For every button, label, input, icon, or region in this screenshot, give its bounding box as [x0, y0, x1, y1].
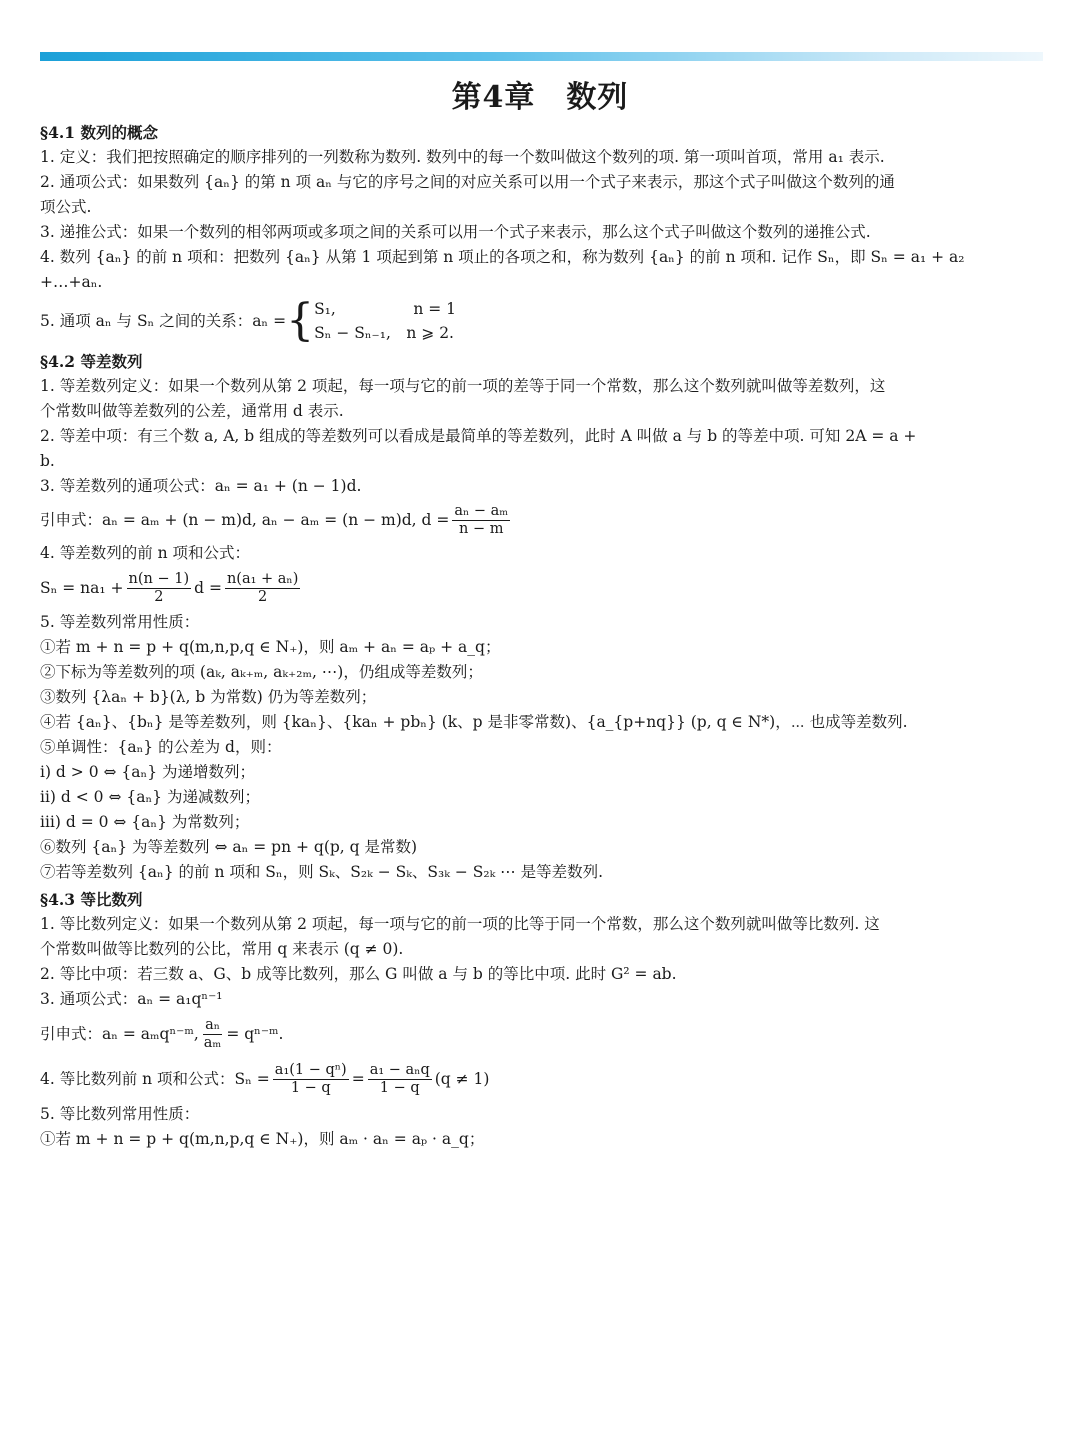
fraction	[225, 571, 300, 606]
numerator: n(a₁ + aₙ)	[226, 570, 299, 587]
case-line: S₁, n = 1	[314, 300, 457, 318]
formula-tail: (q ≠ 1)	[434, 1069, 490, 1088]
text-line: 项公式.	[40, 198, 92, 216]
numerator: a₁(1 − qⁿ)	[274, 1061, 347, 1078]
text-line: 2. 等比中项：若三数 a、G、b 成等比数列，那么 G 叫做 a 与 b 的等比中项. 此时 G² = ab.	[40, 965, 677, 983]
formula-mid: d =	[194, 578, 222, 597]
text-line: 3. 递推公式：如果一个数列的相邻两项或多项之间的关系可以用一个式子来表示，那么这个式子叫做这个数列的递推公式.	[40, 223, 871, 241]
denominator: aₘ	[203, 1034, 222, 1051]
formula-cases	[314, 297, 456, 345]
text-line: 2. 通项公式：如果数列 {aₙ} 的第 n 项 aₙ 与它的序号之间的对应关系可以用一个式子来表示，那这个式子叫做这个数列的通	[40, 173, 895, 191]
property-item: ②下标为等差数列的项 (aₖ, aₖ₊ₘ, aₖ₊₂ₘ, ⋯)，仍组成等差数列；	[40, 663, 483, 681]
text-line: 1. 等比数列定义：如果一个数列从第 2 项起，每一项与它的前一项的比等于同一个常数，那么这个数列就叫做等比数列. 这	[40, 915, 880, 933]
text-line: b.	[40, 452, 55, 470]
formula-lead: 4. 等比数列前 n 项和公式：Sₙ =	[40, 1069, 270, 1088]
fraction	[368, 1062, 432, 1097]
denominator: 2	[258, 588, 268, 605]
header-gradient-bar	[40, 52, 1043, 61]
fraction	[202, 1017, 224, 1052]
case-line: Sₙ − Sₙ₋₁, n ⩾ 2.	[314, 324, 454, 342]
text-line: 3. 等差数列的通项公式：aₙ = a₁ + (n − 1)d.	[40, 477, 362, 495]
fraction	[273, 1062, 349, 1097]
property-item: ③数列 {λaₙ + b}(λ, b 为常数) 仍为等差数列；	[40, 688, 377, 706]
fraction	[127, 571, 192, 606]
property-item: ⅱ) d < 0 ⇔ {aₙ} 为递减数列；	[40, 788, 260, 806]
text-line: 4. 等差数列的前 n 项和公式：	[40, 544, 251, 562]
text-line: 个常数叫做等比数列的公比，常用 q 来表示 (q ≠ 0).	[40, 940, 404, 958]
formula-prefix: 5. 通项 aₙ 与 Sₙ 之间的关系：aₙ =	[40, 311, 287, 330]
property-item: ④若 {aₙ}、{bₙ} 是等差数列，则 {kaₙ}、{kaₙ + pbₙ} (k、p 是非零常数)、{a_{p+nq}} (p, q ∈ N*)，⋯ 也成等差数列.	[40, 713, 908, 731]
text-line: 个常数叫做等差数列的公差，通常用 d 表示.	[40, 402, 344, 420]
numerator: aₙ	[205, 1016, 221, 1033]
property-item: ⅰ) d > 0 ⇔ {aₙ} 为递增数列；	[40, 763, 255, 781]
sum-formula	[40, 1056, 1050, 1102]
property-item: ⑤单调性：{aₙ} 的公差为 d，则：	[40, 738, 282, 756]
formula-mid: =	[351, 1069, 365, 1088]
text-line: 2. 等差中项：有三个数 a, A, b 组成的等差数列可以看成是最简单的等差数列，此时 A 叫做 a 与 b 的等差中项. 可知 2A = a +	[40, 427, 917, 445]
denominator: n − m	[459, 520, 504, 537]
chapter-title: 第4章 数列	[451, 80, 629, 115]
section-heading-4-3: §4.3 等比数列	[40, 890, 143, 909]
denominator: 1 − q	[290, 1079, 331, 1096]
text-line: 3. 通项公式：aₙ = a₁qⁿ⁻¹	[40, 990, 223, 1008]
text-line: +…+aₙ.	[40, 273, 103, 291]
section-heading-4-1: §4.1 数列的概念	[40, 123, 158, 142]
text-line: 1. 等差数列定义：如果一个数列从第 2 项起，每一项与它的前一项的差等于同一个常数，那么这个数列就叫做等差数列，这	[40, 377, 886, 395]
formula-suffix: = qⁿ⁻ᵐ.	[226, 1024, 284, 1043]
denominator: 1 − q	[379, 1079, 420, 1096]
numerator: a₁ − aₙq	[369, 1061, 430, 1078]
document-body	[40, 118, 1050, 1152]
sum-formula	[40, 566, 1050, 610]
numerator: aₙ − aₘ	[454, 502, 509, 519]
text-line: 5. 等差数列常用性质：	[40, 613, 200, 631]
fraction	[452, 503, 510, 538]
property-item: ⑦若等差数列 {aₙ} 的前 n 项和 Sₙ，则 Sₖ、S₂ₖ − Sₖ、S₃ₖ − S₂ₖ ⋯ 是等差数列.	[40, 863, 604, 881]
formula-prefix: 引申式：aₙ = aₘqⁿ⁻ᵐ,	[40, 1024, 199, 1043]
text-line: 4. 数列 {aₙ} 的前 n 项和：把数列 {aₙ} 从第 1 项起到第 n 项止的各项之和，称为数列 {aₙ} 的前 n 项和. 记作 Sₙ，即 Sₙ = a₁ + a₂	[40, 248, 965, 266]
piecewise-formula	[40, 295, 1050, 347]
text-line: 1. 定义：我们把按照确定的顺序排列的一列数称为数列. 数列中的每一个数叫做这个数列的项. 第一项叫首项，常用 a₁ 表示.	[40, 148, 885, 166]
text-line: 5. 等比数列常用性质：	[40, 1105, 200, 1123]
property-item: ⑥数列 {aₙ} 为等差数列 ⇔ aₙ = pn + q(p, q 是常数)	[40, 838, 418, 856]
section-heading-4-2: §4.2 等差数列	[40, 352, 143, 371]
derived-formula	[40, 499, 1050, 541]
left-brace: {	[286, 295, 315, 346]
denominator: 2	[154, 588, 164, 605]
formula-lead: Sₙ = na₁ +	[40, 578, 124, 597]
numerator: n(n − 1)	[128, 570, 190, 587]
derived-formula	[40, 1012, 1050, 1056]
property-item: ①若 m + n = p + q(m,n,p,q ∈ N₊)，则 aₘ · aₙ = aₚ · a_q；	[40, 1130, 485, 1148]
formula-prefix: 引申式：aₙ = aₘ + (n − m)d, aₙ − aₘ = (n − m)d, d =	[40, 510, 450, 529]
property-item: ⅲ) d = 0 ⇔ {aₙ} 为常数列；	[40, 813, 250, 831]
property-item: ①若 m + n = p + q(m,n,p,q ∈ N₊)，则 aₘ + aₙ = aₚ + a_q；	[40, 638, 501, 656]
